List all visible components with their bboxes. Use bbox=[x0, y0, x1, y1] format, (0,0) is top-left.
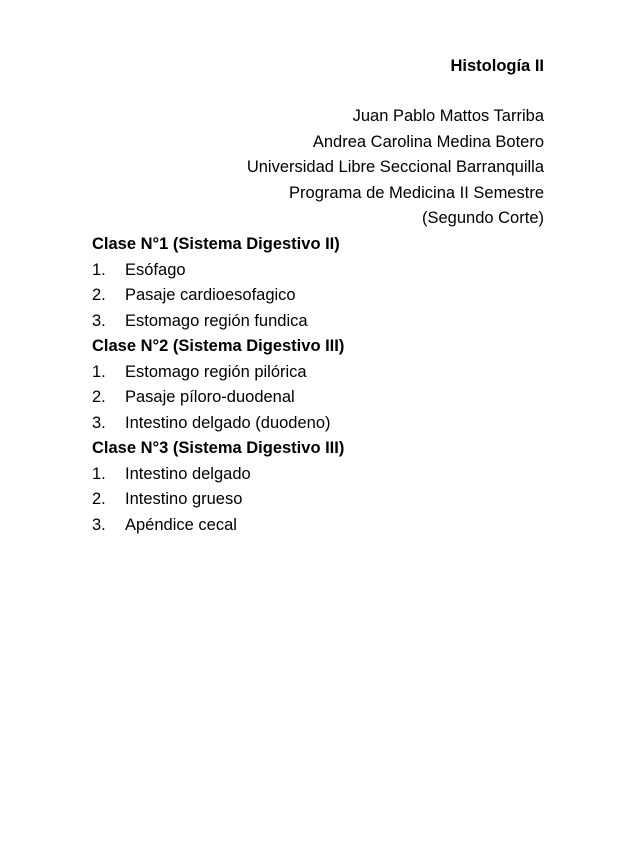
program-line: Programa de Medicina II Semestre bbox=[289, 183, 544, 202]
list-item bbox=[92, 513, 344, 539]
course-title: Histología II bbox=[450, 57, 544, 75]
list-number: 2. bbox=[92, 388, 106, 406]
list-text: Intestino delgado (duodeno) bbox=[125, 413, 331, 432]
class-heading: Clase N°1 (Sistema Digestivo II) bbox=[92, 235, 340, 253]
list-number: 1. bbox=[92, 260, 106, 279]
class-heading: Clase N°2 (Sistema Digestivo III) bbox=[92, 337, 345, 355]
author-line: Juan Pablo Mattos Tarriba bbox=[352, 107, 544, 125]
term-line: (Segundo Corte) bbox=[422, 209, 544, 227]
list-text: Pasaje píloro-duodenal bbox=[125, 388, 295, 406]
list-text: Estomago región pilórica bbox=[125, 362, 307, 381]
list-item bbox=[92, 283, 344, 309]
list-number: 2. bbox=[92, 286, 106, 304]
list-item bbox=[92, 360, 344, 386]
institution-line: Universidad Libre Seccional Barranquilla bbox=[246, 158, 544, 176]
classes-list bbox=[92, 232, 344, 538]
list-number: 2. bbox=[92, 490, 106, 508]
list-item bbox=[92, 487, 344, 513]
list-text: Apéndice cecal bbox=[125, 515, 237, 534]
list-text: Esófago bbox=[125, 260, 186, 279]
list-text: Intestino grueso bbox=[125, 490, 243, 508]
list-item bbox=[92, 258, 344, 284]
list-item bbox=[92, 385, 344, 411]
authors-block bbox=[247, 104, 544, 232]
class-heading: Clase N°3 (Sistema Digestivo III) bbox=[92, 439, 345, 457]
list-item bbox=[92, 309, 344, 335]
author-line: Andrea Carolina Medina Botero bbox=[312, 132, 544, 151]
list-number: 1. bbox=[92, 362, 106, 381]
list-item bbox=[92, 462, 344, 488]
list-number: 3. bbox=[92, 413, 106, 432]
list-text: Intestino delgado bbox=[125, 464, 251, 483]
list-number: 1. bbox=[92, 464, 106, 483]
list-number: 3. bbox=[92, 311, 106, 330]
list-text: Pasaje cardioesofagico bbox=[125, 286, 296, 304]
list-text: Estomago región fundica bbox=[125, 311, 308, 330]
list-number: 3. bbox=[92, 515, 106, 534]
list-item bbox=[92, 411, 344, 437]
